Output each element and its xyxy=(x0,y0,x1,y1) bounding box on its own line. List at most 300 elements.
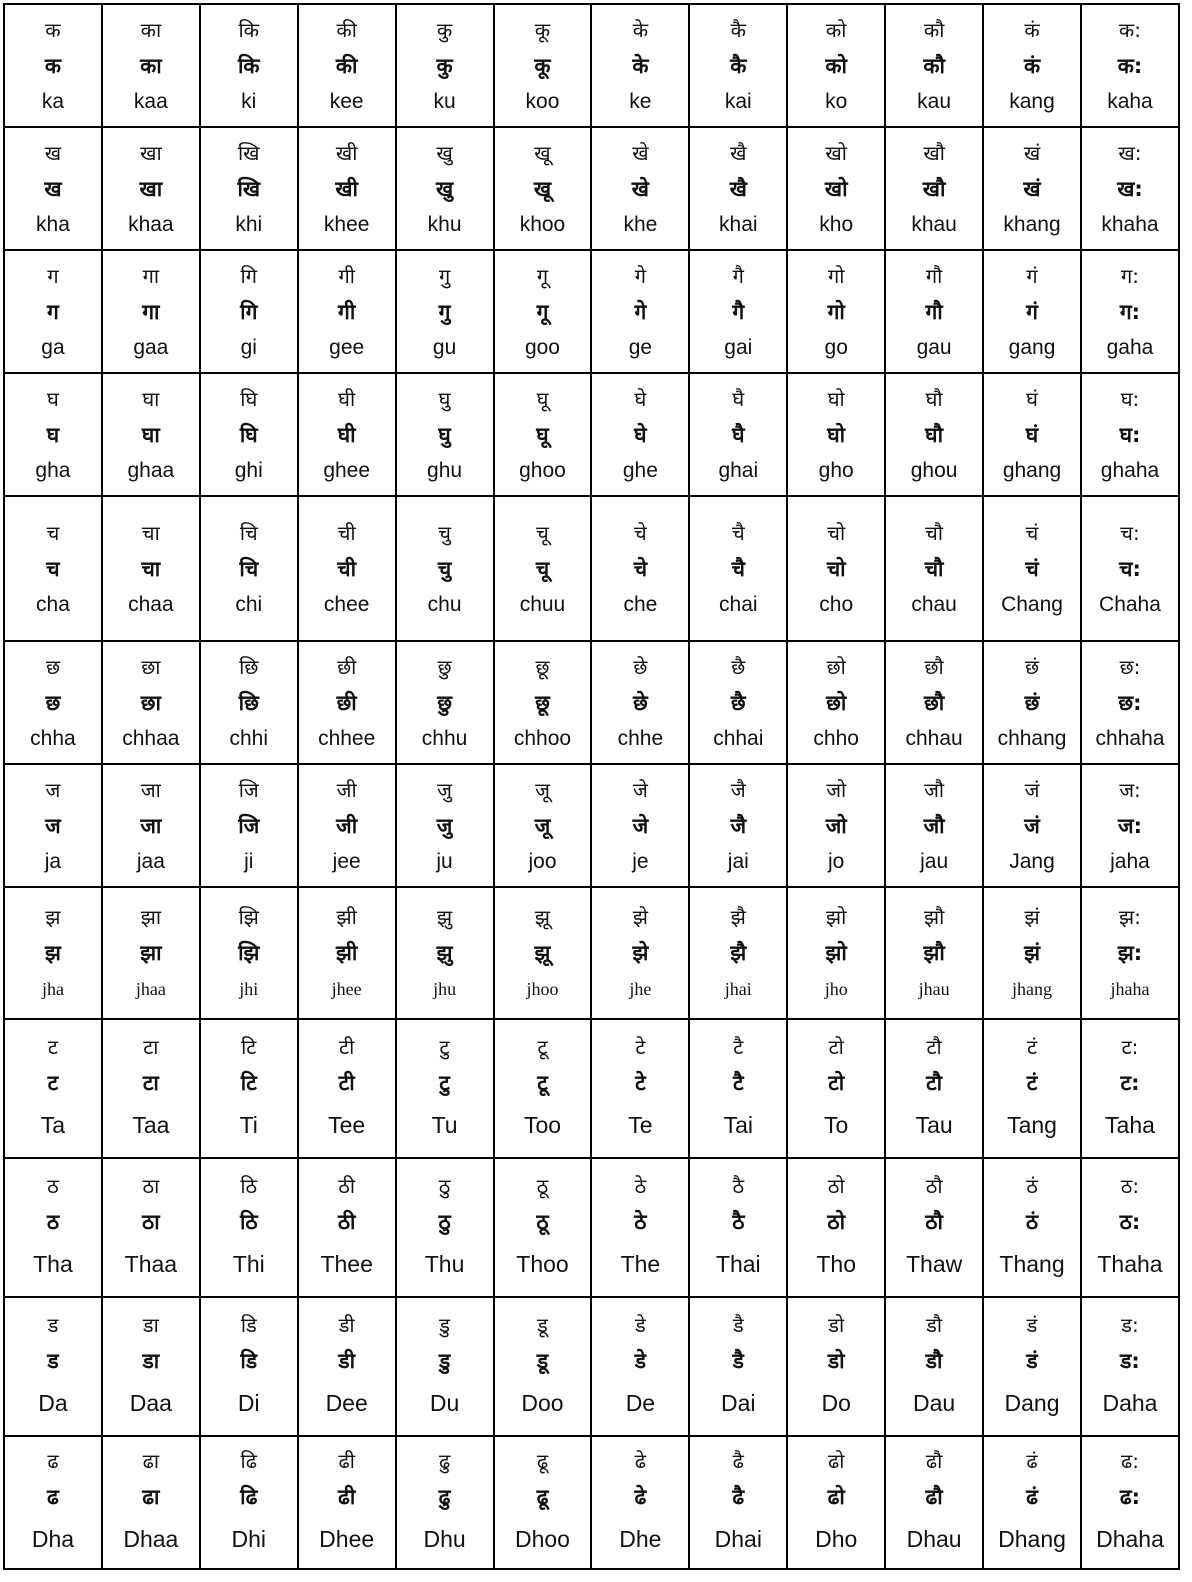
syllable-transliteration: Tee xyxy=(328,1111,366,1138)
syllable-cell xyxy=(983,4,1081,127)
syllable-transliteration: chhaha xyxy=(1095,726,1165,750)
syllable-stack xyxy=(592,888,688,1018)
syllable-devanagari: को xyxy=(825,17,847,42)
syllable-stack xyxy=(495,5,591,126)
syllable-stack xyxy=(592,1020,688,1157)
syllable-devanagari-bold: कं xyxy=(1023,53,1041,78)
syllable-devanagari-bold: डु xyxy=(438,1348,451,1373)
syllable-stack xyxy=(495,765,591,886)
syllable-devanagari-bold: ढै xyxy=(732,1484,745,1509)
syllable-cell xyxy=(1081,496,1179,641)
syllable-cell xyxy=(983,496,1081,641)
syllable-transliteration: Doo xyxy=(521,1389,564,1416)
syllable-cell xyxy=(102,373,200,496)
syllable-cell xyxy=(200,4,298,127)
syllable-transliteration: Thaha xyxy=(1097,1250,1163,1277)
syllable-devanagari: गं xyxy=(1026,263,1038,288)
syllable-cell xyxy=(396,496,494,641)
syllable-stack xyxy=(5,128,101,249)
syllable-devanagari-bold: चा xyxy=(141,556,161,581)
syllable-devanagari: गी xyxy=(338,263,355,288)
syllable-cell xyxy=(689,4,787,127)
syllable-cell xyxy=(885,1436,983,1569)
syllable-devanagari: की xyxy=(336,17,357,42)
syllable-devanagari: च xyxy=(46,520,60,545)
syllable-stack xyxy=(103,251,199,372)
syllable-devanagari-bold: टो xyxy=(828,1070,845,1095)
chart-row xyxy=(4,887,1179,1019)
syllable-cell xyxy=(787,1436,885,1569)
syllable-devanagari: ढि xyxy=(240,1448,257,1473)
syllable-devanagari-bold: ढो xyxy=(827,1484,845,1509)
syllable-stack xyxy=(103,888,199,1018)
syllable-transliteration: ghe xyxy=(622,458,658,482)
syllable-devanagari: झ xyxy=(45,905,61,929)
syllable-devanagari: टा xyxy=(143,1034,159,1059)
syllable-transliteration: kaa xyxy=(133,89,168,113)
syllable-stack xyxy=(788,5,884,126)
syllable-stack xyxy=(592,5,688,126)
syllable-transliteration: Tai xyxy=(723,1111,753,1138)
syllable-cell xyxy=(494,1019,592,1158)
syllable-devanagari: ढा xyxy=(142,1448,160,1473)
syllable-stack xyxy=(984,1020,1080,1157)
syllable-devanagari-bold: च: xyxy=(1119,556,1141,581)
syllable-stack xyxy=(690,251,786,372)
syllable-devanagari-bold: छे xyxy=(633,690,648,715)
syllable-stack xyxy=(299,888,395,1018)
syllable-transliteration: ghi xyxy=(234,458,263,482)
syllable-stack xyxy=(397,128,493,249)
syllable-devanagari-bold: घ: xyxy=(1119,422,1141,447)
syllable-stack xyxy=(201,642,297,763)
syllable-cell xyxy=(591,1158,689,1297)
syllable-stack xyxy=(1082,251,1178,372)
syllable-transliteration: Daa xyxy=(129,1389,172,1416)
syllable-transliteration: ghou xyxy=(910,458,958,482)
syllable-transliteration: Jang xyxy=(1009,849,1055,873)
syllable-stack xyxy=(886,1020,982,1157)
syllable-devanagari: ठो xyxy=(827,1173,845,1198)
syllable-transliteration: chhaa xyxy=(122,726,180,750)
syllable-devanagari-bold: घू xyxy=(536,422,549,447)
syllable-stack xyxy=(690,1020,786,1157)
syllable-transliteration: jai xyxy=(727,849,749,873)
syllable-transliteration: jhaha xyxy=(1110,979,1150,999)
syllable-transliteration: khi xyxy=(235,212,263,236)
syllable-devanagari-bold: डा xyxy=(142,1348,160,1373)
syllable-cell xyxy=(689,250,787,373)
syllable-stack xyxy=(886,1159,982,1296)
syllable-stack xyxy=(495,251,591,372)
syllable-devanagari-bold: ढू xyxy=(536,1484,549,1509)
syllable-cell xyxy=(689,1158,787,1297)
syllable-transliteration: chhau xyxy=(905,726,963,750)
syllable-devanagari: झौ xyxy=(923,905,945,929)
syllable-devanagari: झे xyxy=(632,905,648,929)
syllable-transliteration: ja xyxy=(44,849,62,873)
syllable-cell xyxy=(4,1436,102,1569)
syllable-devanagari-bold: जं xyxy=(1024,813,1040,838)
syllable-devanagari: का xyxy=(140,17,162,42)
chart-row xyxy=(4,4,1179,127)
syllable-transliteration: kho xyxy=(819,212,854,236)
syllable-devanagari: गै xyxy=(732,263,744,288)
syllable-stack xyxy=(690,128,786,249)
syllable-cell xyxy=(494,641,592,764)
syllable-cell xyxy=(102,127,200,250)
syllable-devanagari-bold: च xyxy=(46,556,60,581)
syllable-transliteration: chi xyxy=(235,592,263,616)
syllable-devanagari: ग xyxy=(47,263,59,288)
syllable-stack xyxy=(984,497,1080,640)
syllable-devanagari-bold: ठं xyxy=(1025,1209,1039,1234)
syllable-devanagari-bold: टि xyxy=(240,1070,257,1095)
syllable-cell xyxy=(885,887,983,1019)
syllable-stack xyxy=(886,888,982,1018)
syllable-cell xyxy=(298,1019,396,1158)
syllable-transliteration: Dhoo xyxy=(514,1525,570,1552)
syllable-stack xyxy=(201,1298,297,1435)
syllable-stack xyxy=(1082,128,1178,249)
syllable-cell xyxy=(885,641,983,764)
syllable-devanagari: ढे xyxy=(634,1448,647,1473)
syllable-stack xyxy=(201,374,297,495)
syllable-cell xyxy=(494,887,592,1019)
syllable-transliteration: khee xyxy=(323,212,370,236)
syllable-devanagari: जा xyxy=(140,777,161,802)
syllable-cell xyxy=(1081,887,1179,1019)
syllable-transliteration: joo xyxy=(528,849,557,873)
syllable-devanagari: चो xyxy=(827,520,846,545)
syllable-cell xyxy=(396,373,494,496)
syllable-cell xyxy=(591,127,689,250)
syllable-cell xyxy=(787,1297,885,1436)
syllable-devanagari-bold: झा xyxy=(140,941,162,965)
syllable-transliteration: khau xyxy=(911,212,957,236)
syllable-cell xyxy=(200,496,298,641)
syllable-cell xyxy=(983,127,1081,250)
syllable-stack xyxy=(984,1298,1080,1435)
syllable-devanagari-bold: गू xyxy=(536,299,549,324)
syllable-devanagari: चं xyxy=(1025,520,1039,545)
syllable-devanagari-bold: छा xyxy=(140,690,161,715)
syllable-cell xyxy=(102,250,200,373)
syllable-transliteration: Da xyxy=(38,1389,68,1416)
syllable-cell xyxy=(1081,127,1179,250)
syllable-devanagari-bold: ठे xyxy=(634,1209,647,1234)
syllable-devanagari: जै xyxy=(730,777,746,802)
syllable-stack xyxy=(103,1159,199,1296)
syllable-transliteration: Te xyxy=(628,1111,653,1138)
syllable-transliteration: gai xyxy=(724,335,753,359)
syllable-devanagari-bold: ठै xyxy=(732,1209,745,1234)
syllable-stack xyxy=(592,128,688,249)
syllable-devanagari: ढै xyxy=(732,1448,744,1473)
syllable-devanagari-bold: डू xyxy=(536,1348,549,1373)
syllable-cell xyxy=(787,887,885,1019)
chart-body xyxy=(4,4,1179,1569)
syllable-transliteration: ge xyxy=(628,335,653,359)
syllable-devanagari-bold: ठो xyxy=(827,1209,846,1234)
syllable-stack xyxy=(103,765,199,886)
syllable-stack xyxy=(788,642,884,763)
syllable-devanagari-bold: झ xyxy=(45,941,61,965)
syllable-stack xyxy=(397,5,493,126)
syllable-cell xyxy=(494,496,592,641)
syllable-devanagari: ढो xyxy=(827,1448,845,1473)
syllable-cell xyxy=(494,373,592,496)
syllable-devanagari: डी xyxy=(338,1312,355,1337)
syllable-cell xyxy=(689,1436,787,1569)
syllable-transliteration: Tha xyxy=(33,1250,73,1277)
syllable-devanagari: ढी xyxy=(338,1448,355,1473)
syllable-cell xyxy=(591,496,689,641)
syllable-devanagari-bold: जे xyxy=(632,813,649,838)
syllable-devanagari: गौ xyxy=(925,263,943,288)
syllable-devanagari: ज: xyxy=(1119,777,1141,802)
syllable-devanagari: टि xyxy=(241,1034,257,1059)
syllable-cell xyxy=(885,127,983,250)
syllable-devanagari-bold: ड: xyxy=(1120,1348,1140,1373)
syllable-devanagari-bold: छ xyxy=(45,690,61,715)
syllable-devanagari: झी xyxy=(336,905,357,929)
syllable-transliteration: Tang xyxy=(1007,1111,1057,1138)
syllable-transliteration: kee xyxy=(329,89,364,113)
syllable-transliteration: jhaa xyxy=(135,979,166,999)
syllable-devanagari-bold: ढि xyxy=(240,1484,258,1509)
syllable-devanagari: टं xyxy=(1026,1034,1038,1059)
syllable-transliteration: jho xyxy=(824,979,848,999)
syllable-devanagari: जी xyxy=(336,777,357,802)
syllable-transliteration: ji xyxy=(244,849,254,873)
syllable-transliteration: Taa xyxy=(132,1111,170,1138)
syllable-devanagari: च: xyxy=(1120,520,1140,545)
syllable-devanagari-bold: जा xyxy=(140,813,162,838)
syllable-transliteration: Tau xyxy=(915,1111,953,1138)
syllable-devanagari: डा xyxy=(142,1312,159,1337)
syllable-cell xyxy=(4,887,102,1019)
syllable-transliteration: khe xyxy=(623,212,658,236)
syllable-stack xyxy=(1082,1159,1178,1296)
syllable-stack xyxy=(690,497,786,640)
syllable-transliteration: Dho xyxy=(815,1525,858,1552)
syllable-transliteration: Too xyxy=(523,1111,562,1138)
syllable-devanagari: छू xyxy=(535,654,550,679)
syllable-stack xyxy=(495,1298,591,1435)
syllable-devanagari: घं xyxy=(1026,386,1038,411)
syllable-transliteration: Thaw xyxy=(905,1250,963,1277)
syllable-devanagari-bold: डि xyxy=(240,1348,258,1373)
syllable-devanagari: घौ xyxy=(925,386,943,411)
syllable-devanagari-bold: घौ xyxy=(925,422,944,447)
syllable-devanagari-bold: छौ xyxy=(924,690,945,715)
syllable-devanagari-bold: कु xyxy=(436,53,453,78)
syllable-stack xyxy=(397,1298,493,1435)
syllable-stack xyxy=(495,642,591,763)
syllable-transliteration: jee xyxy=(332,849,361,873)
syllable-devanagari-bold: जि xyxy=(238,813,260,838)
syllable-stack xyxy=(788,1437,884,1568)
syllable-devanagari-bold: डी xyxy=(338,1348,356,1373)
syllable-transliteration: ghaha xyxy=(1100,458,1160,482)
syllable-transliteration: Dhai xyxy=(714,1525,762,1552)
syllable-devanagari: ढ xyxy=(47,1448,59,1473)
syllable-devanagari-bold: झै xyxy=(730,941,747,965)
syllable-devanagari-bold: छि xyxy=(238,690,259,715)
syllable-cell xyxy=(102,1019,200,1158)
syllable-devanagari: झा xyxy=(140,905,162,929)
syllable-cell xyxy=(787,4,885,127)
syllable-devanagari: खू xyxy=(534,140,551,165)
syllable-cell xyxy=(591,250,689,373)
syllable-devanagari: चि xyxy=(239,520,258,545)
syllable-devanagari-bold: घे xyxy=(634,422,647,447)
syllable-cell xyxy=(4,1019,102,1158)
syllable-cell xyxy=(298,1436,396,1569)
syllable-devanagari: ढं xyxy=(1026,1448,1038,1473)
syllable-devanagari: ठौ xyxy=(925,1173,943,1198)
syllable-stack xyxy=(495,128,591,249)
syllable-cell xyxy=(4,373,102,496)
syllable-transliteration: ka xyxy=(41,89,65,113)
syllable-transliteration: jhau xyxy=(918,979,950,999)
syllable-devanagari-bold: टू xyxy=(537,1070,548,1095)
syllable-cell xyxy=(885,1158,983,1297)
syllable-devanagari-bold: डौ xyxy=(925,1348,943,1373)
syllable-devanagari-bold: चौ xyxy=(924,556,944,581)
chart-row xyxy=(4,764,1179,887)
syllable-transliteration: khu xyxy=(427,212,462,236)
syllable-devanagari-bold: जु xyxy=(436,813,453,838)
syllable-cell xyxy=(200,887,298,1019)
syllable-stack xyxy=(788,1159,884,1296)
syllable-devanagari-bold: खै xyxy=(729,176,747,201)
syllable-stack xyxy=(299,642,395,763)
syllable-devanagari: गो xyxy=(827,263,845,288)
syllable-stack xyxy=(690,1298,786,1435)
syllable-transliteration: ju xyxy=(436,849,453,873)
syllable-cell xyxy=(396,764,494,887)
syllable-cell xyxy=(494,1158,592,1297)
syllable-devanagari-bold: गे xyxy=(634,299,647,324)
syllable-stack xyxy=(5,642,101,763)
syllable-devanagari-bold: ढा xyxy=(142,1484,160,1509)
syllable-transliteration: khang xyxy=(1003,212,1061,236)
syllable-transliteration: Dhaa xyxy=(123,1525,179,1552)
chart-row xyxy=(4,496,1179,641)
syllable-devanagari-bold: ख xyxy=(44,176,62,201)
syllable-devanagari: ठु xyxy=(438,1173,451,1198)
syllable-cell xyxy=(787,250,885,373)
syllable-cell xyxy=(591,373,689,496)
syllable-stack xyxy=(397,1159,493,1296)
syllable-transliteration: chhi xyxy=(229,726,269,750)
syllable-devanagari: क: xyxy=(1118,17,1142,42)
syllable-cell xyxy=(591,1297,689,1436)
syllable-devanagari: जे xyxy=(632,777,648,802)
syllable-transliteration: Dhang xyxy=(998,1525,1066,1552)
syllable-transliteration: Dhi xyxy=(231,1525,267,1552)
syllable-cell xyxy=(298,1297,396,1436)
syllable-transliteration: jha xyxy=(41,979,64,999)
syllable-devanagari: ठै xyxy=(732,1173,745,1198)
syllable-devanagari: ची xyxy=(337,520,356,545)
syllable-devanagari-bold: जौ xyxy=(923,813,945,838)
syllable-stack xyxy=(5,888,101,1018)
syllable-transliteration: chhai xyxy=(713,726,764,750)
syllable-cell xyxy=(494,1436,592,1569)
syllable-stack xyxy=(984,765,1080,886)
syllable-stack xyxy=(1082,1298,1178,1435)
syllable-devanagari: चौ xyxy=(925,520,944,545)
syllable-cell xyxy=(4,127,102,250)
syllable-stack xyxy=(886,765,982,886)
syllable-devanagari: टु xyxy=(439,1034,450,1059)
syllable-stack xyxy=(984,888,1080,1018)
syllable-stack xyxy=(397,765,493,886)
syllable-devanagari: घो xyxy=(827,386,845,411)
syllable-stack xyxy=(984,1159,1080,1296)
syllable-transliteration: gaha xyxy=(1106,335,1154,359)
syllable-devanagari-bold: ढौ xyxy=(925,1484,943,1509)
syllable-devanagari-bold: गै xyxy=(732,299,745,324)
syllable-transliteration: ghang xyxy=(1002,458,1062,482)
syllable-stack xyxy=(592,497,688,640)
syllable-devanagari-bold: का xyxy=(140,53,162,78)
syllable-devanagari: छी xyxy=(337,654,357,679)
syllable-cell xyxy=(396,887,494,1019)
syllable-devanagari-bold: खे xyxy=(631,176,649,201)
syllable-stack xyxy=(788,765,884,886)
syllable-stack xyxy=(5,1159,101,1296)
syllable-devanagari-bold: डो xyxy=(827,1348,845,1373)
syllable-devanagari: घि xyxy=(240,386,258,411)
syllable-devanagari-bold: चं xyxy=(1025,556,1039,581)
syllable-stack xyxy=(984,128,1080,249)
syllable-stack xyxy=(299,374,395,495)
syllable-transliteration: jhi xyxy=(239,979,259,999)
syllable-devanagari: ठी xyxy=(338,1173,356,1198)
syllable-devanagari: टो xyxy=(828,1034,844,1059)
syllable-devanagari-bold: ढु xyxy=(438,1484,451,1509)
syllable-stack xyxy=(984,1437,1080,1568)
syllable-stack xyxy=(299,497,395,640)
syllable-devanagari-bold: झो xyxy=(825,941,847,965)
syllable-stack xyxy=(495,374,591,495)
syllable-stack xyxy=(1082,888,1178,1018)
syllable-devanagari-bold: के xyxy=(632,53,649,78)
syllable-transliteration: ki xyxy=(241,89,257,113)
syllable-stack xyxy=(495,1437,591,1568)
syllable-transliteration: Thaa xyxy=(124,1250,178,1277)
syllable-stack xyxy=(1082,1020,1178,1157)
syllable-stack xyxy=(984,251,1080,372)
syllable-cell xyxy=(396,1436,494,1569)
syllable-cell xyxy=(983,250,1081,373)
syllable-stack xyxy=(788,888,884,1018)
syllable-cell xyxy=(102,1158,200,1297)
syllable-devanagari-bold: झौ xyxy=(923,941,945,965)
syllable-cell xyxy=(298,496,396,641)
syllable-stack xyxy=(592,374,688,495)
syllable-devanagari-bold: खू xyxy=(533,176,552,201)
syllable-transliteration: jhe xyxy=(629,979,652,999)
syllable-stack xyxy=(5,1298,101,1435)
syllable-cell xyxy=(983,1158,1081,1297)
syllable-stack xyxy=(495,888,591,1018)
syllable-devanagari: खी xyxy=(335,140,358,165)
